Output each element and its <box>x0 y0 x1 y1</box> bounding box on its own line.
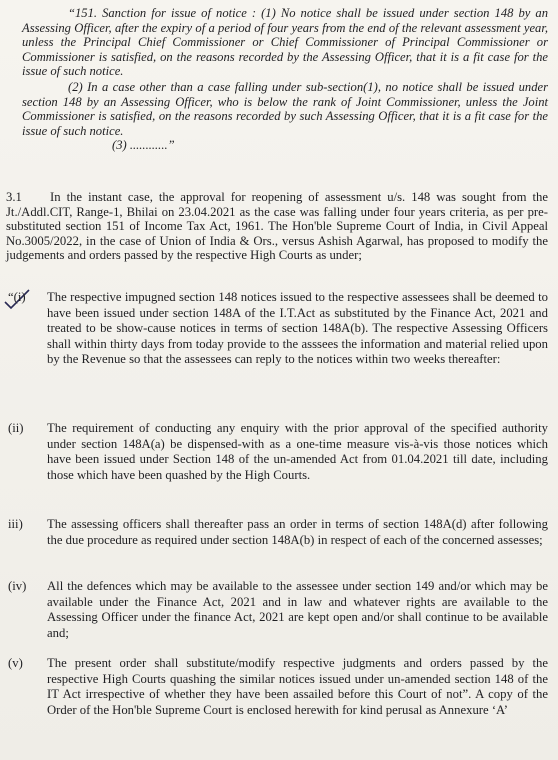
quote-subsection-2: (2) In a case other than a case falling under sub-section(1), no notice shall be issued under section 148 by an Assessing Officer, who is below the rank of Joint Commissioner, unless the Joint Commissioner is satisfied, on the reasons recorded by such Assessing Officer, that it is a fit case for the issue of such notice. <box>22 79 548 138</box>
quote-subsection-3: (3) ............” <box>112 138 175 153</box>
list-item-iv <box>6 579 548 641</box>
list-item-iii <box>6 517 548 548</box>
list-item-text: The present order shall substitute/modify respective judgments and orders passed by the respective High Courts quashing the similar notices issued under un-amended section 148 of the IT Act irrespective of whether they have been assailed before this Court of not”. A copy of the Order of the Hon'ble Supreme Court is enclosed herewith for kind perusal as Annexure ‘A’ <box>47 656 548 717</box>
list-item-text: All the defences which may be available to the assessee under section 149 and/or which may be available under the Finance Act, 2021 and in law and whatever rights are available to the Assessing Officer under the finance Act, 2021 are kept open and/or shall continue to be available and; <box>47 579 548 640</box>
list-item-label: iii) <box>8 517 23 531</box>
list-item-v <box>6 656 548 718</box>
list-item-label: (ii) <box>8 421 24 435</box>
quote-subsection-1: “151. Sanction for issue of notice : (1) No notice shall be issued under section 148 by an Assessing Officer, after the expiry of a period of four years from the end of the relevant assessment year, unless the Principal Chief Commissioner or Chief Commissioner of Principal Commissioner or Commissioner is satisfied, on the reasons recorded by the Assessing Officer, that it is a fit case for the issue of such notice. <box>22 6 548 79</box>
list-item-i <box>6 290 548 368</box>
list-item-text: The respective impugned section 148 notices issued to the respective assessees shall be deemed to have been issued under section 148A of the I.T.Act as substituted by the Finance Act, 2021 and treated to be show-cause notices in terms of section 148A(b). The respective Assessing Officers shall within thirty days from today provide to the asssees the information and material relied upon by the Revenue so that the assessees can reply to the notices within two weeks thereafter: <box>47 290 548 367</box>
paragraph-3-1 <box>6 190 548 263</box>
list-item-label: (iv) <box>8 579 27 593</box>
section-151-quote <box>22 6 548 153</box>
list-item-label: (v) <box>8 656 23 670</box>
list-item-text: The requirement of conducting any enquiry with the prior approval of the specified authority under section 148A(a) be dispensed-with as a one-time measure vis-à-vis those notices which have been issued under Section 148 of the un-amended Act from 01.04.2021 till date, including those which have been quashed by the High Courts. <box>47 421 548 482</box>
list-item-text: The assessing officers shall thereafter pass an order in terms of section 148A(d) after following the due procedure as required under section 148A(b) in respect of each of the concerned assesses; <box>47 517 548 547</box>
paragraph-text: In the instant case, the approval for reopening of assessment u/s. 148 was sought from the Jt./Addl.CIT, Range-1, Bhilai on 23.04.2021 as the case was falling under four years criteria, as per pre-substituted section 151 of Income Tax Act, 1961. The Hon'ble Supreme Court of India, in Civil Appeal No.3005/2022, in the case of Union of India & Ors., versus Ashish Agarwal, has proposed to modify the judgements and orders passed by the respective High Courts as under; <box>6 190 548 263</box>
paragraph-number: 3.1 <box>6 190 22 204</box>
list-item-label: “(i) <box>8 290 26 304</box>
list-item-ii <box>6 421 548 483</box>
